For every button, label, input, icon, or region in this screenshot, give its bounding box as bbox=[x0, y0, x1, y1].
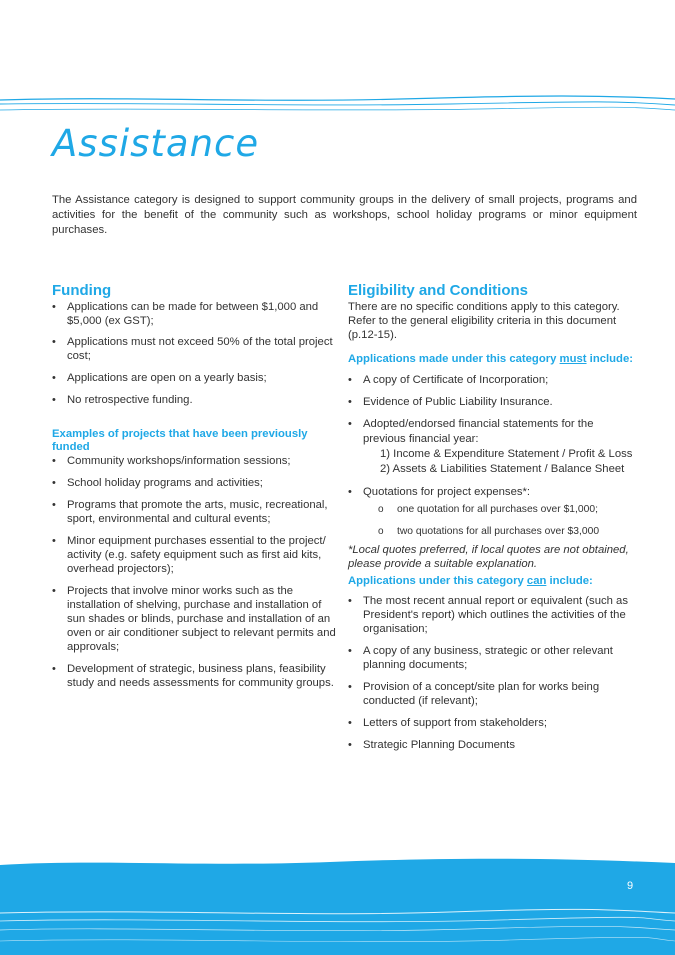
statement-item: 2) Assets & Liabilities Statement / Balance Sheet bbox=[380, 463, 625, 475]
quotation-item: o two quotations for all purchases over $3,000 bbox=[378, 526, 600, 537]
list-item: • A copy of Certificate of Incorporation; bbox=[348, 374, 549, 386]
funding-list bbox=[52, 300, 337, 407]
must-include-heading: Applications made under this category must include: bbox=[348, 353, 633, 365]
footer-wave-band bbox=[0, 855, 675, 955]
list-item: • Evidence of Public Liability Insurance. bbox=[348, 396, 553, 408]
list-item: • The most recent annual report or equivalent (such as President's report) which outlines the activities of the organisation; bbox=[348, 595, 628, 635]
list-item: • Programs that promote the arts, music, recreational, sport, environmental and cultural events; bbox=[52, 499, 328, 525]
circle-bullet-icon: o bbox=[378, 526, 384, 537]
bullet-icon: • bbox=[52, 394, 56, 406]
eligibility-heading: Eligibility and Conditions bbox=[348, 282, 528, 299]
left-column bbox=[52, 282, 337, 690]
list-item: • A copy of any business, strategic or other relevant planning documents; bbox=[348, 645, 613, 671]
list-item: • Development of strategic, business plans, feasibility study and needs assessments for community groups. bbox=[52, 663, 334, 689]
examples-list bbox=[52, 454, 337, 690]
statement-item: 1) Income & Expenditure Statement / Profit & Loss bbox=[380, 448, 633, 460]
bullet-icon: • bbox=[348, 645, 352, 657]
circle-bullet-icon: o bbox=[378, 504, 384, 515]
bullet-icon: • bbox=[52, 455, 56, 467]
bullet-icon: • bbox=[348, 396, 352, 408]
bullet-icon: • bbox=[348, 595, 352, 607]
bullet-icon: • bbox=[52, 585, 56, 597]
quotation-item: o one quotation for all purchases over $1,000; bbox=[378, 504, 598, 515]
must-include-list bbox=[348, 373, 636, 539]
bullet-icon: • bbox=[348, 739, 352, 751]
list-item: • School holiday programs and activities; bbox=[52, 477, 263, 489]
right-column bbox=[348, 282, 636, 752]
funding-heading: Funding bbox=[52, 282, 112, 299]
list-item: • Provision of a concept/site plan for works being conducted (if relevant); bbox=[348, 681, 600, 707]
list-item: • Adopted/endorsed financial statements for the previous financial year: 1) Income & Expenditure Statement / Profit & Loss 2) Assets & Liabilities Statement / Balance Sheet bbox=[348, 417, 636, 477]
list-item: • Letters of support from stakeholders; bbox=[348, 717, 547, 729]
examples-heading: Examples of projects that have been previously funded bbox=[52, 428, 308, 453]
list-item: • Applications can be made for between $1,000 and $5,000 (ex GST); bbox=[52, 301, 319, 327]
bullet-icon: • bbox=[52, 372, 56, 384]
list-item: • No retrospective funding. bbox=[52, 394, 193, 406]
bullet-icon: • bbox=[348, 681, 352, 693]
list-item: • Strategic Planning Documents bbox=[348, 739, 515, 751]
list-item: • Minor equipment purchases essential to the project/ activity (e.g. safety equipment such as first aid kits, overhead projectors); bbox=[52, 535, 326, 575]
bullet-icon: • bbox=[348, 717, 352, 729]
list-item: • Applications must not exceed 50% of the total project cost; bbox=[52, 336, 333, 362]
list-item: • Community workshops/information sessions; bbox=[52, 455, 291, 467]
list-item: • Quotations for project expenses*: o one quotation for all purchases over $1,000; o two quotations for all purchases over $3,000 bbox=[348, 485, 636, 539]
bullet-icon: • bbox=[52, 301, 56, 313]
can-include-heading: Applications under this category can include: bbox=[348, 575, 593, 587]
intro-paragraph: The Assistance category is designed to support community groups in the delivery of small projects, programs and activities for the benefit of the community such as workshops, school holiday programs or minor equipment purchases. bbox=[52, 194, 637, 236]
header-wave-lines bbox=[0, 90, 675, 120]
page-number: 9 bbox=[626, 880, 634, 892]
bullet-icon: • bbox=[52, 336, 56, 348]
can-include-list bbox=[348, 594, 636, 752]
local-quotes-note: *Local quotes preferred, if local quotes are not obtained, please provide a suitable explanation. bbox=[348, 544, 629, 570]
bullet-icon: • bbox=[348, 486, 352, 498]
page-title: Assistance bbox=[52, 122, 260, 165]
bullet-icon: • bbox=[348, 418, 352, 430]
bullet-icon: • bbox=[52, 535, 56, 547]
quotations-list bbox=[363, 503, 636, 539]
list-item: • Applications are open on a yearly basis; bbox=[52, 372, 267, 384]
bullet-icon: • bbox=[348, 374, 352, 386]
eligibility-text: There are no specific conditions apply to this category. Refer to the general eligibility criteria in this document (p.12-15). bbox=[348, 301, 620, 341]
bullet-icon: • bbox=[52, 477, 56, 489]
bullet-icon: • bbox=[52, 499, 56, 511]
bullet-icon: • bbox=[52, 663, 56, 675]
list-item: • Projects that involve minor works such as the installation of shelving, purchase and installation of sun shades or blinds, purchase and installation of an oven or air conditioner subject to relevant permits and approvals; bbox=[52, 585, 336, 653]
